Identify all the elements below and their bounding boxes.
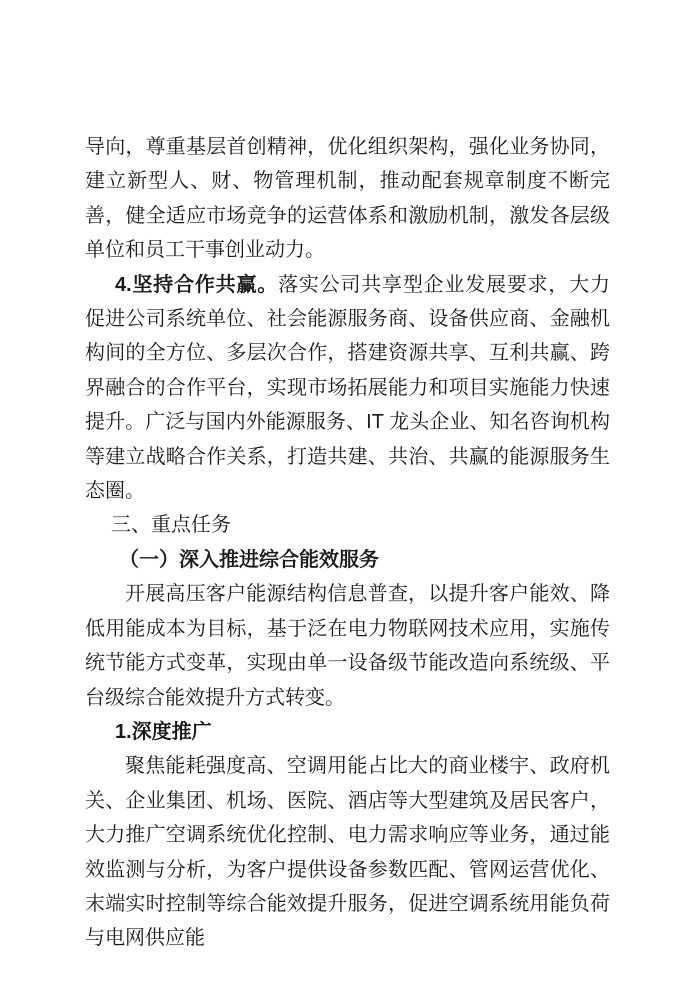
heading-comprehensive-energy-services: （一）深入推进综合能效服务 bbox=[119, 548, 379, 571]
paragraph-energy-efficiency-survey: 开展高压客户能源结构信息普查，以提升客户能效、降低用能成本为目标，基于泛在电力物联网技术应用，实施传统节能方式变革，实现由单一设备级节能改造向系统级、平台级综合能效提升方式转变。 bbox=[85, 583, 610, 709]
paragraph-focus-customers: 聚焦能耗强度高、空调用能占比大的商业楼宇、政府机关、企业集团、机场、医院、酒店等大型建筑及居民客户，大力推广空调系统优化控制、电力需求响应等业务，通过能效监测与分析，为客户提供设备参数匹配、管网运营优化、末端实时控制等综合能效提升服务，促进空调系统用能负荷与电网供应能 bbox=[85, 755, 610, 950]
paragraph-win-win-cooperation-text: 落实公司共享型企业发展要求，大力促进公司系统单位、社会能源服务商、设备供应商、金融机构间的全方位、多层次合作，搭建资源共享、互利共赢、跨界融合的合作平台，实现市场拓展能力和项目实施能力快速提升。广泛与国内外能源服务、IT 龙头企业、知名咨询机构等建立战略合作关系，打造共建、共治、共赢的能源服务生态圈。 bbox=[85, 273, 611, 503]
heading-deep-promotion: 1.深度推广 bbox=[115, 720, 212, 743]
paragraph-governance-continuation: 导向，尊重基层首创精神，优化组织架构，强化业务协同，建立新型人、财、物管理机制，推动配套规章制度不断完善，健全适应市场竞争的运营体系和激励机制，激发各层级单位和员工干事创业动力。 bbox=[85, 136, 610, 262]
paragraph-win-win-cooperation bbox=[85, 268, 610, 509]
heading-key-tasks: 三、重点任务 bbox=[111, 514, 231, 537]
paragraph-lead-bold-4: 4.坚持合作共赢。 bbox=[115, 273, 279, 296]
